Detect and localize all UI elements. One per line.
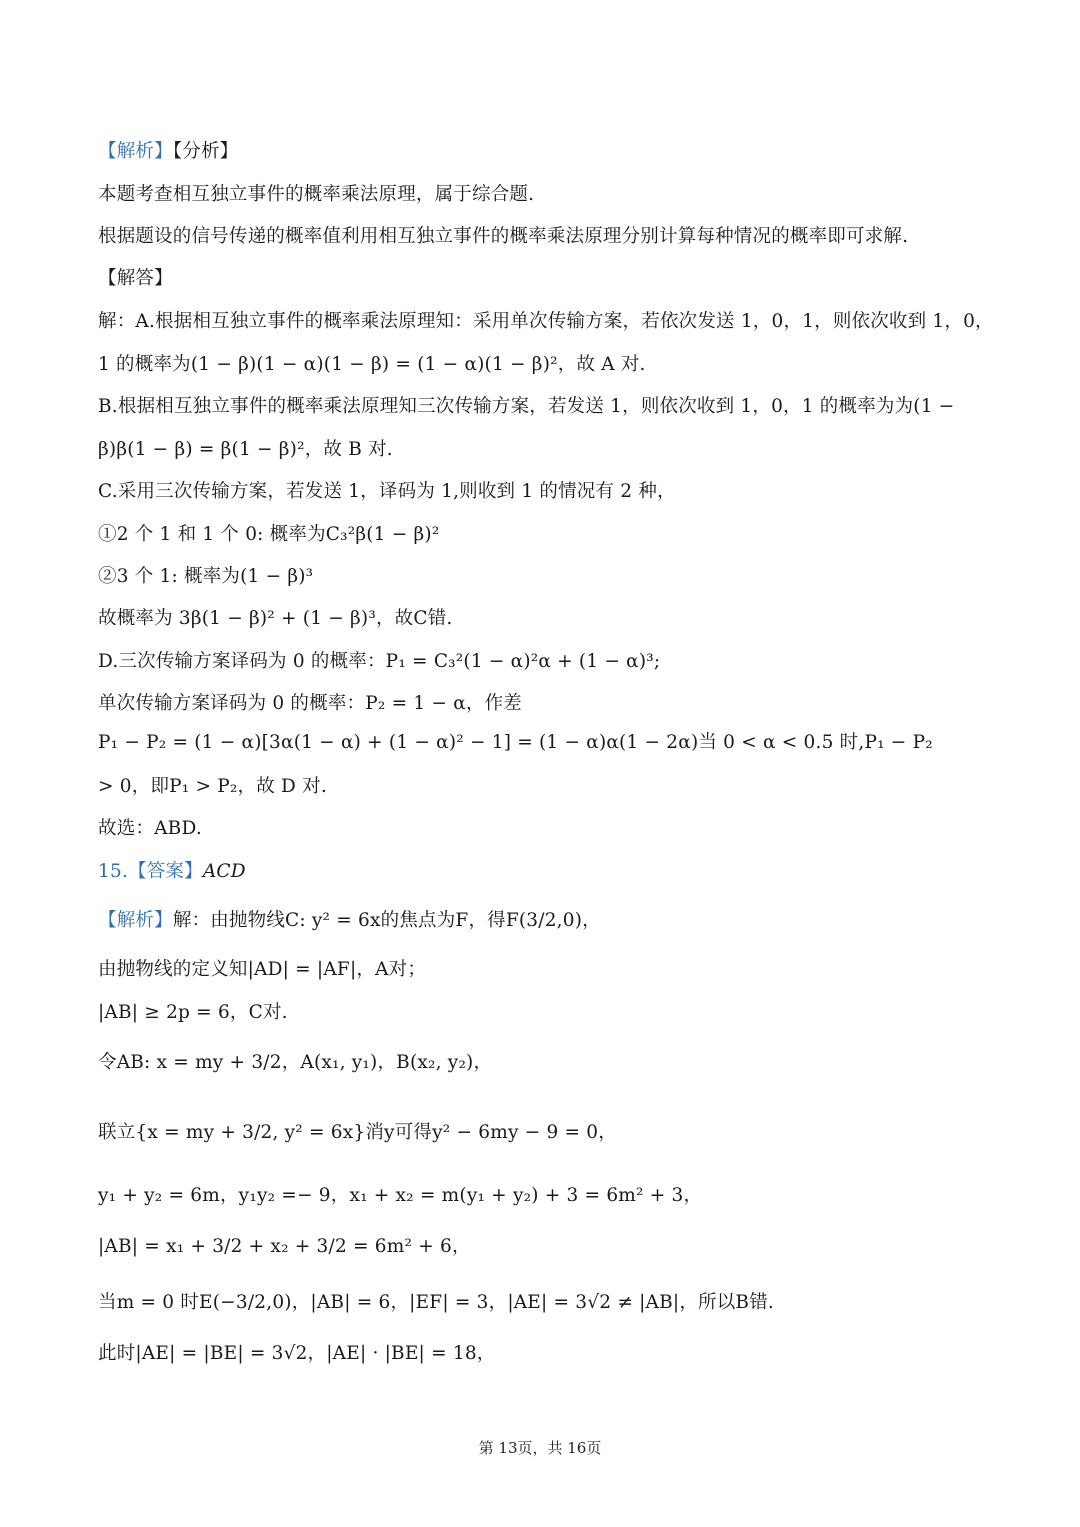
q15-line-2: 由抛物线的定义知|AD| = |AF|，A对；: [98, 959, 427, 980]
solution-line-b2: β)β(1 − β) = β(1 − β)²，故 B 对.: [98, 439, 393, 460]
solution-line-c1: C.采用三次传输方案，若发送 1，译码为 1,则收到 1 的情况有 2 种，: [98, 481, 676, 502]
q15-analysis-tag: 【解析】: [98, 910, 173, 931]
solution-line-d3: P₁ − P₂ = (1 − α)[3α(1 − α) + (1 − α)² − 1] = (1 − α)α(1 − 2α)当 0 < α < 0.5 时,P₁ − P₂: [98, 732, 933, 753]
final-choice: 故选：ABD.: [98, 818, 202, 839]
q15-answer-tag: 15.【答案】: [98, 861, 203, 882]
analysis-subheading: 【分析】: [172, 141, 239, 162]
q15-line-5: 联立{x = my + 3/2, y² = 6x}消y可得y² − 6my − 9 = 0，: [98, 1122, 617, 1143]
analysis-heading: [98, 137, 998, 167]
q15-analysis-line-1: [98, 906, 998, 936]
q15-line-6: y₁ + y₂ = 6m，y₁y₂ =− 9，x₁ + x₂ = m(y₁ + y₂) + 3 = 6m² + 3，: [98, 1185, 703, 1206]
q15-line-7: |AB| = x₁ + 3/2 + x₂ + 3/2 = 6m² + 6，: [98, 1236, 471, 1257]
q15-line-9: 此时|AE| = |BE| = 3√2，|AE| · |BE| = 18，: [98, 1343, 496, 1364]
analysis-line-1: 本题考查相互独立事件的概率乘法原理，属于综合题.: [98, 184, 535, 205]
analysis-tag: 【解析】: [98, 141, 173, 162]
page-footer: 第 13页，共 16页: [478, 1439, 602, 1457]
q15-answer-value: ACD: [202, 861, 246, 882]
solution-line-c3: ②3 个 1: 概率为(1 − β)³: [98, 566, 314, 587]
q15-line-3: |AB| ≥ 2p = 6，C对.: [98, 1002, 288, 1023]
analysis-line-2: 根据题设的信号传递的概率值利用相互独立事件的概率乘法原理分别计算每种情况的概率即可求解.: [98, 226, 909, 247]
solution-line-c2: ①2 个 1 和 1 个 0: 概率为C₃²β(1 − β)²: [98, 524, 440, 545]
answer-heading: 【解答】: [98, 268, 173, 289]
q15-line-4: 令AB: x = my + 3/2，A(x₁, y₁)，B(x₂, y₂)，: [98, 1052, 493, 1073]
solution-line-a2: 1 的概率为(1 − β)(1 − α)(1 − β) = (1 − α)(1 − β)²，故 A 对.: [98, 354, 646, 375]
solution-line-b1: B.根据相互独立事件的概率乘法原理知三次传输方案，若发送 1，则依次收到 1，0，1 的概率为为(1 −: [98, 396, 955, 417]
solution-line-a1: 解：A.根据相互独立事件的概率乘法原理知：采用单次传输方案，若依次发送 1，0，1，则依次收到 1，0，: [98, 311, 994, 332]
solution-line-d4: > 0，即P₁ > P₂，故 D 对.: [98, 776, 327, 797]
q15-line-8: 当m = 0 时E(−3/2,0)，|AB| = 6，|EF| = 3，|AE| = 3√2 ≠ |AB|，所以B错.: [98, 1292, 774, 1313]
q15-analysis-text: 解：由抛物线C: y² = 6x的焦点为F，得F(3/2,0)，: [172, 910, 601, 931]
solution-line-d1: D.三次传输方案译码为 0 的概率：P₁ = C₃²(1 − α)²α + (1 − α)³;: [98, 651, 661, 672]
solution-line-d2: 单次传输方案译码为 0 的概率：P₂ = 1 − α，作差: [98, 693, 522, 714]
q15-answer: [98, 857, 998, 887]
solution-line-c4: 故概率为 3β(1 − β)² + (1 − β)³，故C错.: [98, 608, 453, 629]
